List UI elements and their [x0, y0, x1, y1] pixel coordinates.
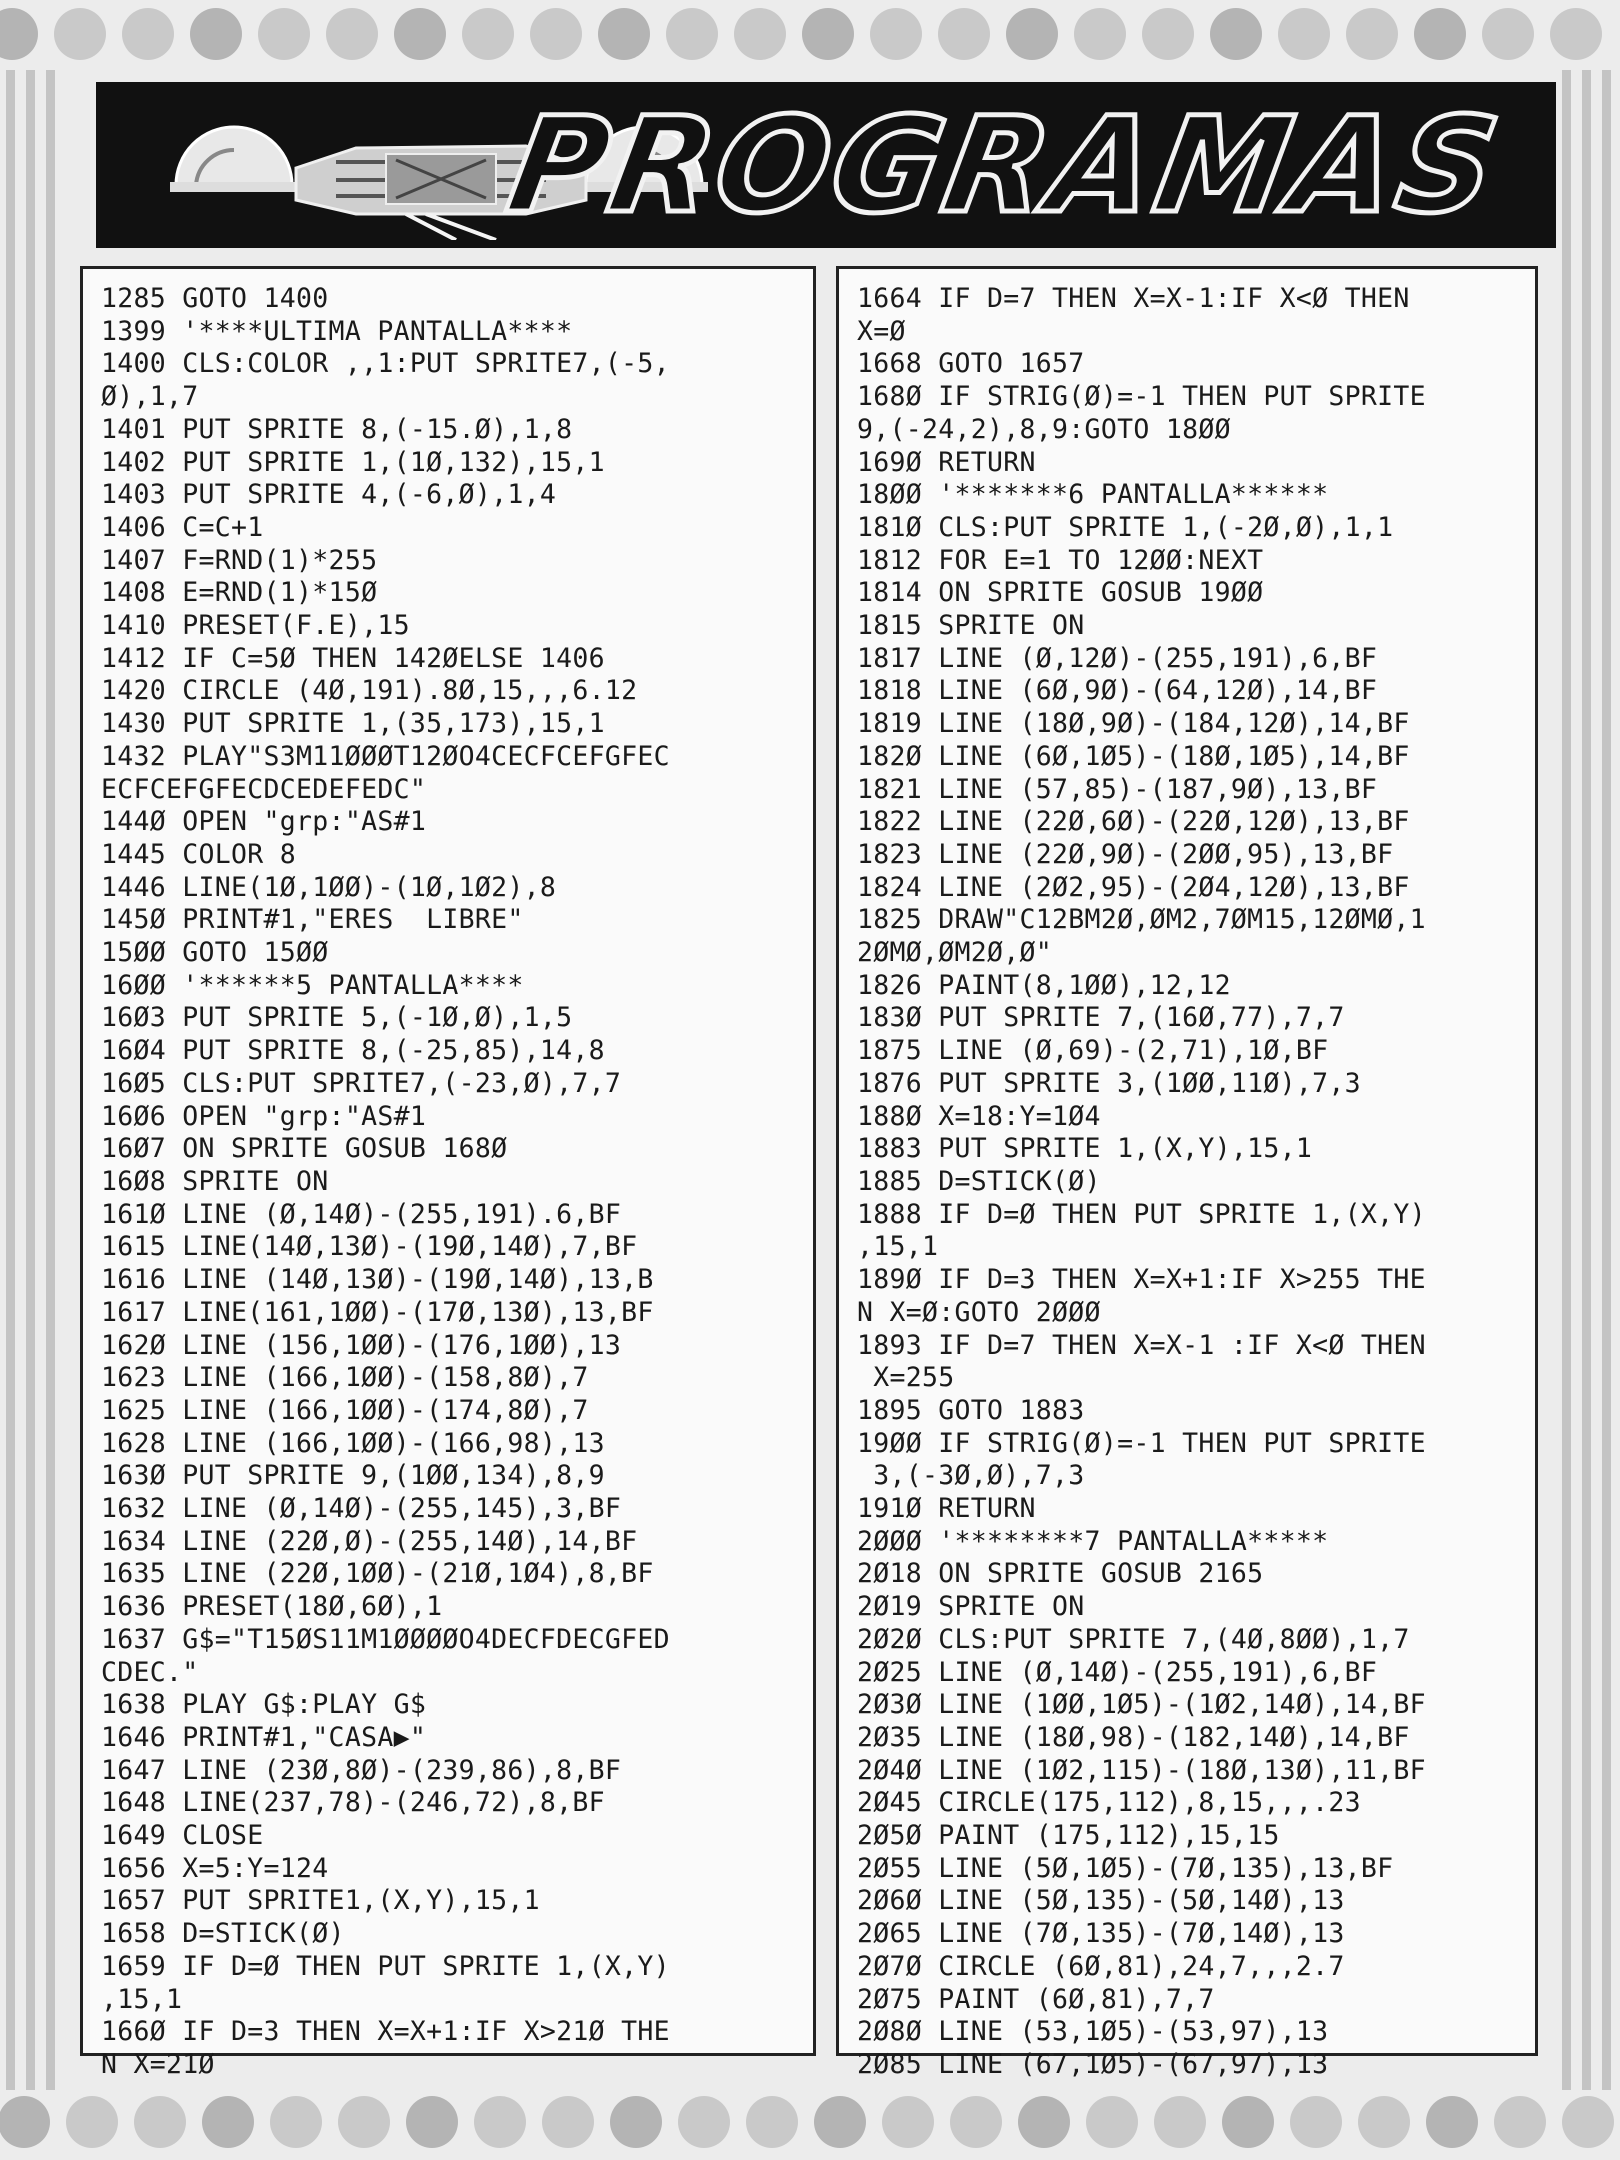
code-line: 3,(-3Ø,Ø),7,3 — [857, 1460, 1085, 1492]
code-line: 162Ø LINE (156,1ØØ)-(176,1ØØ),13 — [101, 1329, 622, 1361]
code-line: 1410 PRESET(F.E),15 — [101, 610, 410, 642]
code-line: 1635 LINE (22Ø,1ØØ)-(21Ø,1Ø4),8,BF — [101, 1558, 654, 1590]
code-line: 2Ø35 LINE (18Ø,98)-(182,14Ø),14,BF — [857, 1721, 1410, 1753]
code-line: 2Ø4Ø LINE (1Ø2,115)-(18Ø,13Ø),11,BF — [857, 1754, 1426, 1786]
code-line: 1823 LINE (22Ø,9Ø)-(2ØØ,95),13,BF — [857, 838, 1394, 870]
code-line: 1636 PRESET(18Ø,6Ø),1 — [101, 1591, 443, 1623]
code-line: 18ØØ '*******6 PANTALLA****** — [857, 479, 1329, 511]
code-line: Ø),1,7 — [101, 381, 199, 413]
code-line: 1628 LINE (166,1ØØ)-(166,98),13 — [101, 1427, 605, 1459]
code-line: 182Ø LINE (6Ø,1Ø5)-(18Ø,1Ø5),14,BF — [857, 740, 1410, 772]
code-line: 16Ø3 PUT SPRITE 5,(-1Ø,Ø),1,5 — [101, 1002, 573, 1034]
code-line: 1406 C=C+1 — [101, 511, 264, 543]
code-line: 181Ø CLS:PUT SPRITE 1,(-2Ø,Ø),1,1 — [857, 511, 1394, 543]
code-line: 16Ø6 OPEN "grp:"AS#1 — [101, 1100, 427, 1132]
code-line: 163Ø PUT SPRITE 9,(1ØØ,134),8,9 — [101, 1460, 605, 1492]
code-line: 1407 F=RND(1)*255 — [101, 544, 378, 576]
code-line: 19ØØ IF STRIG(Ø)=-1 THEN PUT SPRITE — [857, 1427, 1426, 1459]
code-line: ,15,1 — [857, 1231, 939, 1263]
code-line: N X=Ø:GOTO 2ØØØ — [857, 1296, 1101, 1328]
code-line: 1825 DRAW"C12BM2Ø,ØM2,7ØM15,12ØMØ,1 — [857, 904, 1426, 936]
code-line: 1657 PUT SPRITE1,(X,Y),15,1 — [101, 1885, 540, 1917]
code-line: 1403 PUT SPRITE 4,(-6,Ø),1,4 — [101, 479, 557, 511]
code-line: 2Ø6Ø LINE (5Ø,135)-(5Ø,14Ø),13 — [857, 1885, 1345, 1917]
code-line: 2Ø3Ø LINE (1ØØ,1Ø5)-(1Ø2,14Ø),14,BF — [857, 1689, 1426, 1721]
bottom-dot-border — [0, 2088, 1620, 2158]
code-line: 16Ø8 SPRITE ON — [101, 1165, 329, 1197]
code-line: 1446 LINE(1Ø,1ØØ)-(1Ø,1Ø2),8 — [101, 871, 557, 903]
code-line: 189Ø IF D=3 THEN X=X+1:IF X>255 THE — [857, 1264, 1426, 1296]
code-line: 1821 LINE (57,85)-(187,9Ø),13,BF — [857, 773, 1378, 805]
code-line: 2Ø85 LINE (67,1Ø5)-(67,97),13 — [857, 2048, 1329, 2080]
code-line: 2Ø7Ø CIRCLE (6Ø,81),24,7,,,2.7 — [857, 1950, 1345, 1982]
code-line: 1408 E=RND(1)*15Ø — [101, 577, 378, 609]
code-line: 16ØØ '******5 PANTALLA**** — [101, 969, 524, 1001]
code-line: 16Ø5 CLS:PUT SPRITE7,(-23,Ø),7,7 — [101, 1067, 622, 1099]
code-line: 2Ø8Ø LINE (53,1Ø5)-(53,97),13 — [857, 2016, 1329, 2048]
code-line: 1656 X=5:Y=124 — [101, 1852, 329, 1884]
code-line: 2Ø25 LINE (Ø,14Ø)-(255,191),6,BF — [857, 1656, 1378, 1688]
code-line: 1814 ON SPRITE GOSUB 19ØØ — [857, 577, 1264, 609]
code-line: 1826 PAINT(8,1ØØ),12,12 — [857, 969, 1231, 1001]
code-line: 1658 D=STICK(Ø) — [101, 1918, 345, 1950]
left-code-panel — [80, 266, 816, 2080]
code-line: 2Ø5Ø PAINT (175,112),15,15 — [857, 1820, 1280, 1852]
code-line: 9,(-24,2),8,9:GOTO 18ØØ — [857, 413, 1231, 445]
code-line: 1664 IF D=7 THEN X=X-1:IF X<Ø THEN — [857, 283, 1410, 314]
code-line: ,15,1 — [101, 1983, 183, 2015]
code-line: 191Ø RETURN — [857, 1493, 1036, 1525]
code-line: 15ØØ GOTO 15ØØ — [101, 937, 329, 969]
code-line: 1895 GOTO 1883 — [857, 1394, 1085, 1426]
code-line: 1638 PLAY G$:PLAY G$ — [101, 1689, 427, 1721]
code-line: 1402 PUT SPRITE 1,(1Ø,132),15,1 — [101, 446, 605, 478]
code-line: N X=21Ø — [101, 2048, 215, 2080]
code-line: 2Ø45 CIRCLE(175,112),8,15,,,.23 — [857, 1787, 1361, 1819]
code-line: 16Ø7 ON SPRITE GOSUB 168Ø — [101, 1133, 508, 1165]
code-line: 1445 COLOR 8 — [101, 838, 297, 870]
code-line: ECFCEFGFECDCEDEFEDC" — [101, 773, 427, 805]
code-line: 1649 CLOSE — [101, 1820, 264, 1852]
top-dot-border — [0, 0, 1620, 70]
code-line: 2Ø75 PAINT (6Ø,81),7,7 — [857, 1983, 1215, 2015]
code-line: 161Ø LINE (Ø,14Ø)-(255,191).6,BF — [101, 1198, 622, 1230]
right-code-panel — [836, 266, 1538, 2080]
code-line: X=Ø — [857, 315, 906, 347]
code-line: 1817 LINE (Ø,12Ø)-(255,191),6,BF — [857, 642, 1378, 674]
page-title: PROGRAMAS — [497, 89, 1512, 243]
code-line: 188Ø X=18:Y=1Ø4 — [857, 1100, 1101, 1132]
code-line: 145Ø PRINT#1,"ERES LIBRE" — [101, 904, 524, 936]
code-line: 1617 LINE(161,1ØØ)-(17Ø,13Ø),13,BF — [101, 1296, 654, 1328]
code-line: 1822 LINE (22Ø,6Ø)-(22Ø,12Ø),13,BF — [857, 806, 1410, 838]
code-line: 1432 PLAY"S3M11ØØØT12ØO4CECFCEFGFEC — [101, 740, 670, 772]
code-line: CDEC." — [101, 1656, 199, 1688]
code-line: 1883 PUT SPRITE 1,(X,Y),15,1 — [857, 1133, 1313, 1165]
code-line: 1876 PUT SPRITE 3,(1ØØ,11Ø),7,3 — [857, 1067, 1361, 1099]
code-line: 2ØMØ,ØM2Ø,Ø" — [857, 937, 1053, 969]
code-line: 1818 LINE (6Ø,9Ø)-(64,12Ø),14,BF — [857, 675, 1378, 707]
code-line: 166Ø IF D=3 THEN X=X+1:IF X>21Ø THE — [101, 2016, 670, 2048]
code-line: 1893 IF D=7 THEN X=X-1 :IF X<Ø THEN — [857, 1329, 1426, 1361]
code-line: 1615 LINE(14Ø,13Ø)-(19Ø,14Ø),7,BF — [101, 1231, 638, 1263]
code-line: 2Ø19 SPRITE ON — [857, 1591, 1085, 1623]
code-line: 1888 IF D=Ø THEN PUT SPRITE 1,(X,Y) — [857, 1198, 1426, 1230]
header-banner — [96, 82, 1556, 248]
code-line: 1623 LINE (166,1ØØ)-(158,8Ø),7 — [101, 1362, 589, 1394]
code-line: 1430 PUT SPRITE 1,(35,173),15,1 — [101, 708, 605, 740]
code-line: 1412 IF C=5Ø THEN 142ØELSE 1406 — [101, 642, 605, 674]
code-line: 1401 PUT SPRITE 8,(-15.Ø),1,8 — [101, 413, 573, 445]
code-line: 2Ø55 LINE (5Ø,1Ø5)-(7Ø,135),13,BF — [857, 1852, 1394, 1884]
code-line: 16Ø4 PUT SPRITE 8,(-25,85),14,8 — [101, 1035, 605, 1067]
code-line: 1815 SPRITE ON — [857, 610, 1085, 642]
code-line: X=255 — [857, 1362, 955, 1394]
code-line: 183Ø PUT SPRITE 7,(16Ø,77),7,7 — [857, 1002, 1345, 1034]
code-line: 169Ø RETURN — [857, 446, 1036, 478]
code-line: 2Ø18 ON SPRITE GOSUB 2165 — [857, 1558, 1264, 1590]
code-line: 1812 FOR E=1 TO 12ØØ:NEXT — [857, 544, 1264, 576]
code-line: 1285 GOTO 1400 — [101, 283, 329, 314]
code-line: 168Ø IF STRIG(Ø)=-1 THEN PUT SPRITE — [857, 381, 1426, 413]
code-line: 1648 LINE(237,78)-(246,72),8,BF — [101, 1787, 605, 1819]
right-stripe-border — [1552, 70, 1620, 2090]
code-line: 1668 GOTO 1657 — [857, 348, 1085, 380]
code-line: 1637 G$="T15ØS11M1ØØØØO4DECFDECGFED — [101, 1623, 670, 1655]
code-line: 1647 LINE (23Ø,8Ø)-(239,86),8,BF — [101, 1754, 622, 1786]
code-line: 1659 IF D=Ø THEN PUT SPRITE 1,(X,Y) — [101, 1950, 670, 1982]
code-line: 1885 D=STICK(Ø) — [857, 1165, 1101, 1197]
code-line: 2Ø2Ø CLS:PUT SPRITE 7,(4Ø,8ØØ),1,7 — [857, 1623, 1410, 1655]
code-line: 1625 LINE (166,1ØØ)-(174,8Ø),7 — [101, 1394, 589, 1426]
code-line: 1646 PRINT#1,"CASA▶" — [101, 1721, 427, 1753]
code-line: 1875 LINE (Ø,69)-(2,71),1Ø,BF — [857, 1035, 1329, 1067]
code-line: 1616 LINE (14Ø,13Ø)-(19Ø,14Ø),13,B — [101, 1264, 654, 1296]
code-line: 1400 CLS:COLOR ,,1:PUT SPRITE7,(-5, — [101, 348, 670, 380]
left-stripe-border — [0, 70, 70, 2090]
code-line: 1399 '****ULTIMA PANTALLA**** — [101, 315, 573, 347]
code-line: 1824 LINE (2Ø2,95)-(2Ø4,12Ø),13,BF — [857, 871, 1410, 903]
code-line: 2ØØØ '********7 PANTALLA***** — [857, 1525, 1329, 1557]
code-line: 1634 LINE (22Ø,Ø)-(255,14Ø),14,BF — [101, 1525, 638, 1557]
code-line: 1420 CIRCLE (4Ø,191).8Ø,15,,,6.12 — [101, 675, 638, 707]
code-line: 2Ø65 LINE (7Ø,135)-(7Ø,14Ø),13 — [857, 1918, 1345, 1950]
code-line: 144Ø OPEN "grp:"AS#1 — [101, 806, 427, 838]
code-line: 1632 LINE (Ø,14Ø)-(255,145),3,BF — [101, 1493, 622, 1525]
code-line: 1819 LINE (18Ø,9Ø)-(184,12Ø),14,BF — [857, 708, 1410, 740]
